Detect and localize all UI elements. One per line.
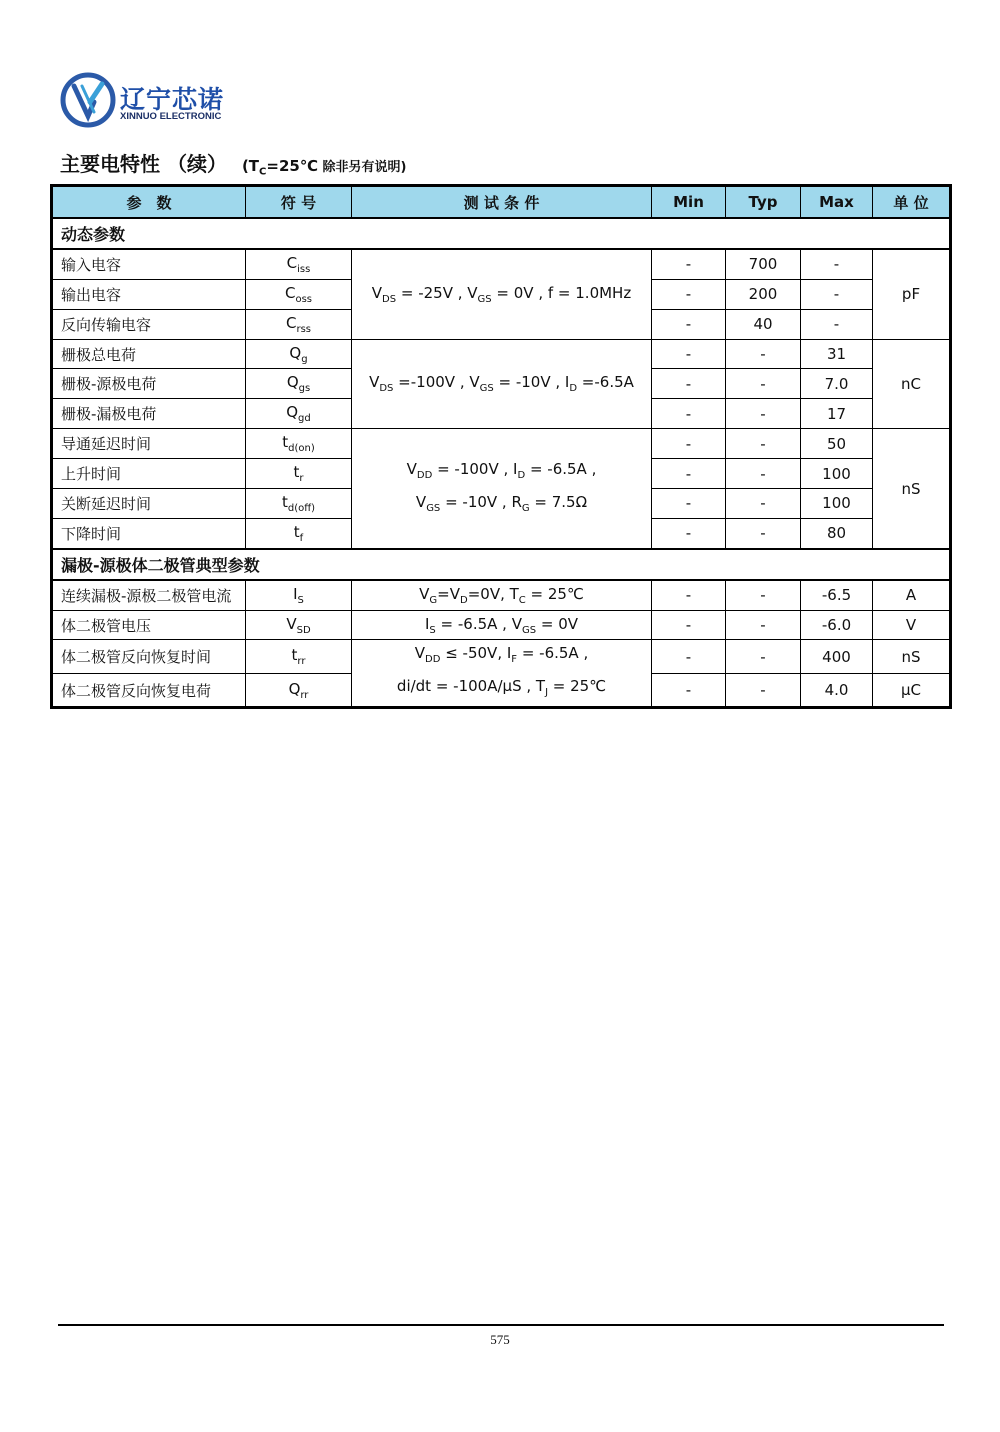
table-row [52,610,951,640]
table-row [52,249,951,279]
symbol-cell: $t_{rr}$ [246,640,352,673]
typ-cell: - [726,339,801,369]
min-cell: - [652,640,726,673]
min-cell: - [652,279,726,309]
min-cell: - [652,309,726,339]
max-cell: 100 [801,489,873,519]
min-cell: - [652,489,726,519]
logo-name-cn: 辽宁芯诺 [120,85,225,114]
footer-divider [58,1324,944,1326]
symbol-cell: $Q_g$ [246,339,352,369]
min-cell: - [652,249,726,279]
param-cell: 导通延迟时间 [52,429,246,459]
max-cell: 17 [801,399,873,429]
section-row [52,549,951,580]
min-cell: - [652,429,726,459]
company-logo [60,72,260,134]
param-cell: 关断延迟时间 [52,489,246,519]
header-min: Min [652,186,726,219]
header-condition: 测 试 条 件 [352,186,652,219]
header-typ: Typ [726,186,801,219]
section-title: 动态参数 [52,218,951,249]
symbol-cell: $t_{d(on)}$ [246,429,352,459]
typ-cell: - [726,640,801,673]
section-title: 漏极-源极体二极管典型参数 [52,549,951,580]
header-max: Max [801,186,873,219]
min-cell: - [652,580,726,610]
table-row [52,339,951,369]
param-cell: 反向传输电容 [52,309,246,339]
section-row [52,218,951,249]
param-cell: 体二极管反向恢复电荷 [52,673,246,708]
symbol-cell: $Q_{gs}$ [246,369,352,399]
unit-cell: pF [873,249,951,339]
max-cell: 100 [801,459,873,489]
typ-cell: 700 [726,249,801,279]
header-unit: 单 位 [873,186,951,219]
param-cell: 输入电容 [52,249,246,279]
param-cell: 下降时间 [52,518,246,548]
param-cell: 体二极管反向恢复时间 [52,640,246,673]
typ-cell: - [726,489,801,519]
param-cell: 输出电容 [52,279,246,309]
header-symbol: 符 号 [246,186,352,219]
typ-cell: - [726,429,801,459]
header-param: 参 数 [52,186,246,219]
condition-cell: $V_{DS} =-100V$ , $V_{GS} = -10V$ , $I_D =-6.5A$ [352,339,652,429]
min-cell: - [652,369,726,399]
min-cell: - [652,459,726,489]
heading-title: 主要电特性 [60,152,160,176]
max-cell: 80 [801,518,873,548]
unit-cell: nS [873,640,951,673]
table-row [52,429,951,459]
param-cell: 栅极-漏极电荷 [52,399,246,429]
symbol-cell: $I_S$ [246,580,352,610]
max-cell: -6.0 [801,610,873,640]
page-number: 575 [490,1332,510,1347]
symbol-cell: $Q_{gd}$ [246,399,352,429]
max-cell: 50 [801,429,873,459]
symbol-cell: $t_{d(off)}$ [246,489,352,519]
symbol-cell: $C_{rss}$ [246,309,352,339]
min-cell: - [652,518,726,548]
condition-cell: $V_G=V_D=0V$, $T_C$ = 25℃ [352,580,652,610]
typ-cell: - [726,673,801,708]
min-cell: - [652,673,726,708]
min-cell: - [652,339,726,369]
typ-cell: - [726,459,801,489]
max-cell: - [801,249,873,279]
max-cell: 4.0 [801,673,873,708]
condition-cell: $V_{DD} \le -50V$, $I_F = -6.5A$ , di/dt = -100A/μS , $T_J$ = 25℃ [352,640,652,708]
typ-cell: - [726,399,801,429]
min-cell: - [652,610,726,640]
max-cell: 7.0 [801,369,873,399]
logo-name-en: XINNUO ELECTRONIC [120,111,222,122]
max-cell: 400 [801,640,873,673]
typ-cell: - [726,369,801,399]
max-cell: 31 [801,339,873,369]
param-cell: 体二极管电压 [52,610,246,640]
unit-cell: V [873,610,951,640]
xinnuo-logo-icon [60,72,116,128]
param-cell: 栅极-源极电荷 [52,369,246,399]
heading-condition: ($T_C=25℃$ 除非另有说明) [241,157,407,178]
param-cell: 连续漏极-源极二极管电流 [52,580,246,610]
condition-cell: $V_{DS} = -25V$ , $V_{GS} = 0V$ , f = 1.0MHz [352,249,652,339]
unit-cell: μC [873,673,951,708]
param-cell: 栅极总电荷 [52,339,246,369]
max-cell: - [801,279,873,309]
max-cell: -6.5 [801,580,873,610]
table-row [52,580,951,610]
unit-cell: nS [873,429,951,549]
symbol-cell: $Q_{rr}$ [246,673,352,708]
param-cell: 上升时间 [52,459,246,489]
symbol-cell: $V_{SD}$ [246,610,352,640]
unit-cell: A [873,580,951,610]
unit-cell: nC [873,339,951,429]
typ-cell: - [726,580,801,610]
table-header-row [52,186,951,219]
typ-cell: - [726,610,801,640]
table-row [52,640,951,673]
symbol-cell: $t_f$ [246,518,352,548]
symbol-cell: $C_{oss}$ [246,279,352,309]
max-cell: - [801,309,873,339]
typ-cell: - [726,518,801,548]
condition-cell: $V_{DD} = -100V$ , $I_D = -6.5A$ , $V_{GS} = -10V$ , $R_G = 7.5\Omega$ [352,429,652,549]
section-heading [60,148,406,178]
characteristics-table [50,184,952,709]
symbol-cell: $t_r$ [246,459,352,489]
typ-cell: 40 [726,309,801,339]
symbol-cell: $C_{iss}$ [246,249,352,279]
heading-continued: （续） [166,152,227,176]
min-cell: - [652,399,726,429]
condition-cell: $I_S = -6.5A$ , $V_{GS} = 0V$ [352,610,652,640]
typ-cell: 200 [726,279,801,309]
